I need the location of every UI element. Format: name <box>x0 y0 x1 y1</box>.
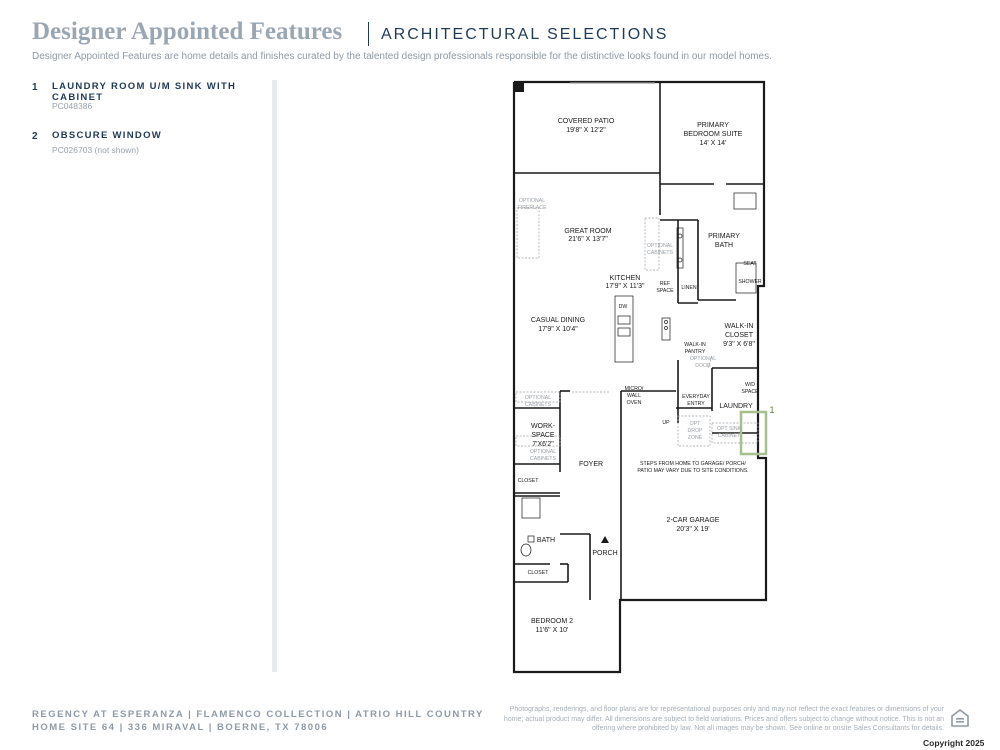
feature-code: PC026703 (not shown) <box>52 145 139 155</box>
opt-drop-zone-label-2: DROP <box>687 428 703 434</box>
page-description: Designer Appointed Features are home details and finishes curated by the talented design professionals responsible for the distinctive looks found in our model homes. <box>32 51 772 62</box>
seat-label: SEAT <box>743 261 757 267</box>
shower-label: SHOWER <box>738 279 762 285</box>
primary-suite-label-2: BEDROOM SUITE <box>683 131 743 138</box>
primary-suite-size: 14' X 14' <box>699 140 727 147</box>
floor-plan <box>500 78 790 674</box>
entry-arrow <box>601 536 609 543</box>
opt-cabinets-workspace-label: OPTIONAL <box>529 449 557 455</box>
great-room-label: GREAT ROOM <box>564 228 612 235</box>
covered-patio-label: COVERED PATIO <box>557 118 615 125</box>
opt-drop-zone-label: OPT <box>689 421 701 427</box>
everyday-entry-label-2: ENTRY <box>687 401 705 407</box>
oven-label: OVEN <box>626 400 642 406</box>
kitchen-label: KITCHEN <box>609 275 641 282</box>
workspace-label-2: SPACE <box>531 432 555 439</box>
bedroom2-size: 11'6" X 10' <box>535 627 569 634</box>
opt-fireplace-label: OPTIONAL <box>518 198 546 204</box>
garage-size: 20'3" X 19' <box>676 526 710 533</box>
workspace-label: WORK- <box>530 423 556 430</box>
bedroom2-label: BEDROOM 2 <box>530 618 574 625</box>
opt-cabinets-workspace-label-2: CABINETS <box>530 456 556 462</box>
closet-label-2: CLOSET <box>527 570 549 576</box>
bath-label: BATH <box>536 537 556 544</box>
column-divider <box>272 80 277 672</box>
floor-plan-drawing <box>500 78 790 674</box>
walkin-pantry-label-2: PANTRY <box>684 349 706 355</box>
walkin-closet-label: WALK-IN <box>724 323 754 330</box>
garage-note: STEPS FROM HOME TO GARAGE/ PORCH/ <box>640 461 746 467</box>
address-line: HOME SITE 64 | 336 MIRAVAL | BOERNE, TX 78006 <box>32 722 329 733</box>
opt-cabinets-dining-label-2: CABINETS <box>525 402 551 408</box>
garage-note-2: PATIO MAY VARY DUE TO SITE CONDITIONS. <box>637 468 749 474</box>
feature-item-2 <box>32 130 272 160</box>
feature-callout-1: 1 <box>769 405 775 415</box>
wall-label: WALL <box>627 393 641 399</box>
linen-label: LINEN <box>681 285 697 291</box>
up-label: UP <box>662 420 670 426</box>
walkin-closet-size: 9'3" X 6'8" <box>723 341 755 348</box>
great-room-size: 21'6" X 13'7" <box>568 236 608 243</box>
page-subtitle: ARCHITECTURAL SELECTIONS <box>381 26 669 43</box>
feature-code: PC048386 <box>52 101 93 111</box>
disclaimer: Photographs, renderings, and floor plans are for representational purposes only and may not reflect the exact features or dimensions of your home; actual product may differ. All dimensions are subject to field variations. Prices and offers subject to change without notice. This is not an offering where prohibited by law. Not all images may be shown. See online or onsite Sales Consultants for details. <box>503 706 944 732</box>
feature-number: 1 <box>32 82 38 93</box>
primary-bath-label: PRIMARY <box>708 233 740 240</box>
casual-dining-size: 17'9" X 10'4" <box>538 326 578 333</box>
covered-patio-size: 19'8" X 12'2" <box>566 127 606 134</box>
opt-sink-label: OPT SINK <box>716 426 742 432</box>
closet-label: CLOSET <box>517 478 539 484</box>
wd-space-label: W/D <box>744 382 756 388</box>
ref-label: REF <box>659 281 671 287</box>
opt-cabinets-dining-label: OPTIONAL <box>524 395 552 401</box>
opt-sink-label-2: CABINET <box>717 433 741 439</box>
page-title: Designer Appointed Features <box>32 18 343 45</box>
ref-space-label: SPACE <box>656 288 674 294</box>
walkin-closet-label-2: CLOSET <box>724 332 754 339</box>
interior-walls <box>514 82 764 672</box>
feature-item-1 <box>32 81 272 121</box>
exterior-walls <box>514 82 766 672</box>
casual-dining-label: CASUAL DINING <box>530 317 586 324</box>
workspace-size: 7'X6'2" <box>532 441 554 448</box>
walkin-pantry-label: WALK-IN <box>684 342 706 348</box>
opt-cabinets-label: OPTIONAL <box>646 243 674 249</box>
garage-label: 2-CAR GARAGE <box>666 517 720 524</box>
patio-post <box>514 82 524 92</box>
feature-name: OBSCURE WINDOW <box>52 130 163 141</box>
opt-cabinets-label-2: CABINETS <box>647 250 673 256</box>
kitchen-size: 17'9" X 11'3" <box>605 283 645 290</box>
primary-suite-label: PRIMARY <box>697 122 729 129</box>
copyright: Copyright 2025 <box>923 738 985 748</box>
micro-label: MICRO/ <box>624 386 644 392</box>
feature-name: LAUNDRY ROOM U/M SINK WITH CABINET <box>52 81 237 103</box>
feature-number: 2 <box>32 131 38 142</box>
porch-label: PORCH <box>592 550 618 557</box>
opt-door-label-2: DOOR <box>695 363 711 369</box>
laundry-label: LAUNDRY <box>719 403 753 410</box>
dw-label: DW <box>618 304 628 310</box>
community-line: REGENCY AT ESPERANZA | FLAMENCO COLLECTION | ATRIO HILL COUNTRY <box>32 709 484 720</box>
wd-space-label-2: SPACE <box>741 389 759 395</box>
opt-fireplace-label-2: FIREPLACE <box>517 205 547 211</box>
opt-door-label: OPTIONAL <box>689 356 717 362</box>
title-divider <box>368 22 369 46</box>
primary-bath-label-2: BATH <box>714 242 734 249</box>
foyer-label: FOYER <box>578 461 604 468</box>
equal-housing-icon <box>950 708 970 728</box>
everyday-entry-label: EVERYDAY <box>682 394 710 400</box>
community-info <box>32 708 484 734</box>
opt-drop-zone-label-3: ZONE <box>687 435 703 441</box>
